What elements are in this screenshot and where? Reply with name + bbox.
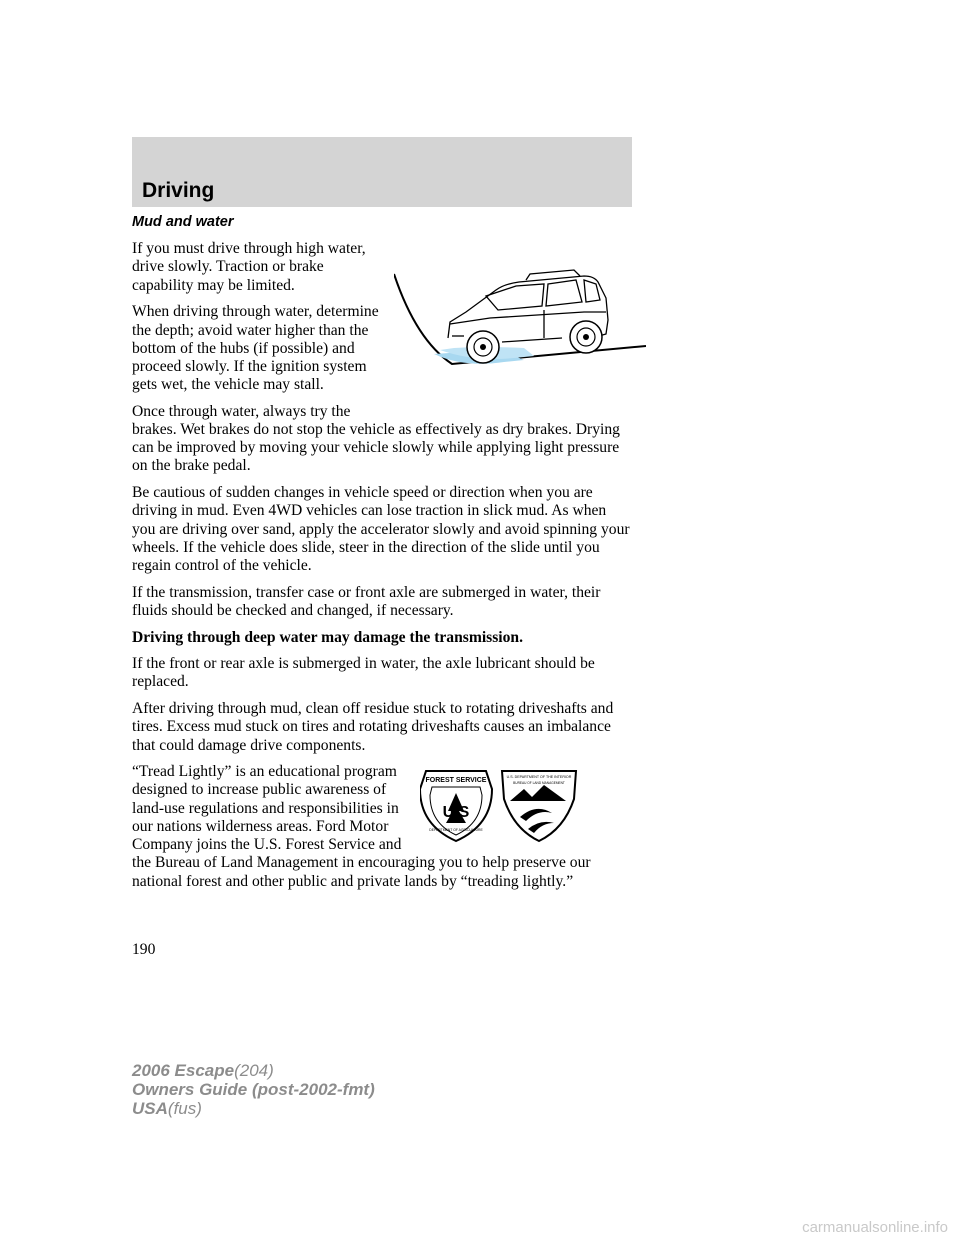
paragraph-mud: Be cautious of sudden changes in vehicle speed or direction when you are driving in mud. Even 4WD vehicles can lose traction in slick mud. As when you are driving over sand, apply the accelerator slowly and avoid spinning your wheels. If the vehicle does slide, steer in the direction of the slide until you regain control of the vehicle. — [132, 484, 630, 574]
section-title: Driving — [142, 179, 215, 202]
paragraph-water-depth: When driving through water, determine the depth; avoid water higher than the bottom of the hubs (if possible) and proceed slowly. If the ignition system gets wet, the vehicle may stall. — [132, 303, 379, 394]
svg-text:BUREAU OF LAND MANAGEMENT: BUREAU OF LAND MANAGEMENT — [513, 781, 565, 786]
forest-service-shield-icon — [420, 771, 492, 841]
mud-water-heading: Mud and water — [132, 214, 234, 230]
paragraph-deep-water-warning: Driving through deep water may damage the transmission. — [132, 628, 524, 646]
section-header-bar — [132, 137, 632, 207]
svg-text:FOREST SERVICE: FOREST SERVICE — [425, 777, 487, 785]
footer-line-1 — [132, 1061, 375, 1080]
svg-text:DEPARTMENT OF AGRICULTURE: DEPARTMENT OF AGRICULTURE — [429, 828, 483, 833]
footer-model-code: (204) — [234, 1061, 274, 1080]
document-footer — [132, 1061, 375, 1118]
svg-text:U S: U S — [442, 804, 470, 822]
paragraph-tread-lightly: “Tread Lightly” is an educational program designed to increase public awareness of land-use regulations and responsibilities in our nations wilderness areas. Ford Motor Company joins the U.S. Forest Service and the Bureau of Land Management in encouraging you to help preserve our national forest and other public and private lands by “treading lightly.” — [132, 763, 591, 890]
footer-market-code: (fus) — [167, 1099, 202, 1118]
vehicle-in-water-illustration — [394, 250, 646, 400]
agency-logos — [420, 765, 580, 845]
footer-line-3 — [132, 1099, 375, 1118]
paragraph-high-water: If you must drive through high water, drive slowly. Traction or brake capability may be limited. — [132, 240, 366, 294]
paragraph-fluids: If the transmission, transfer case or front axle are submerged in water, their fluids should be checked and changed, if necessary. — [132, 583, 601, 619]
page-content — [132, 213, 632, 899]
site-watermark: carmanualsonline.info — [802, 1219, 948, 1236]
blm-shield-icon — [502, 771, 576, 841]
page-number: 190 — [132, 941, 156, 958]
footer-model: 2006 Escape — [132, 1061, 235, 1080]
svg-text:U.S. DEPARTMENT OF THE INTERIO: U.S. DEPARTMENT OF THE INTERIOR — [506, 775, 572, 780]
paragraph-axle-lubricant: If the front or rear axle is submerged in water, the axle lubricant should be replaced. — [132, 655, 595, 691]
paragraph-cleaning: After driving through mud, clean off residue stuck to rotating driveshafts and tires. Excess mud stuck on tires and rotating driveshafts causes an imbalance that could damage drive components. — [132, 700, 614, 754]
footer-line-2 — [132, 1080, 375, 1099]
footer-guide: Owners Guide (post-2002-fmt) — [132, 1080, 375, 1099]
paragraph-brakes: Once through water, always try the brakes. Wet brakes do not stop the vehicle as effectively as dry brakes. Drying can be improved by moving your vehicle slowly while applying light pressure on the brake pedal. — [132, 402, 620, 475]
footer-market: USA — [132, 1099, 168, 1118]
